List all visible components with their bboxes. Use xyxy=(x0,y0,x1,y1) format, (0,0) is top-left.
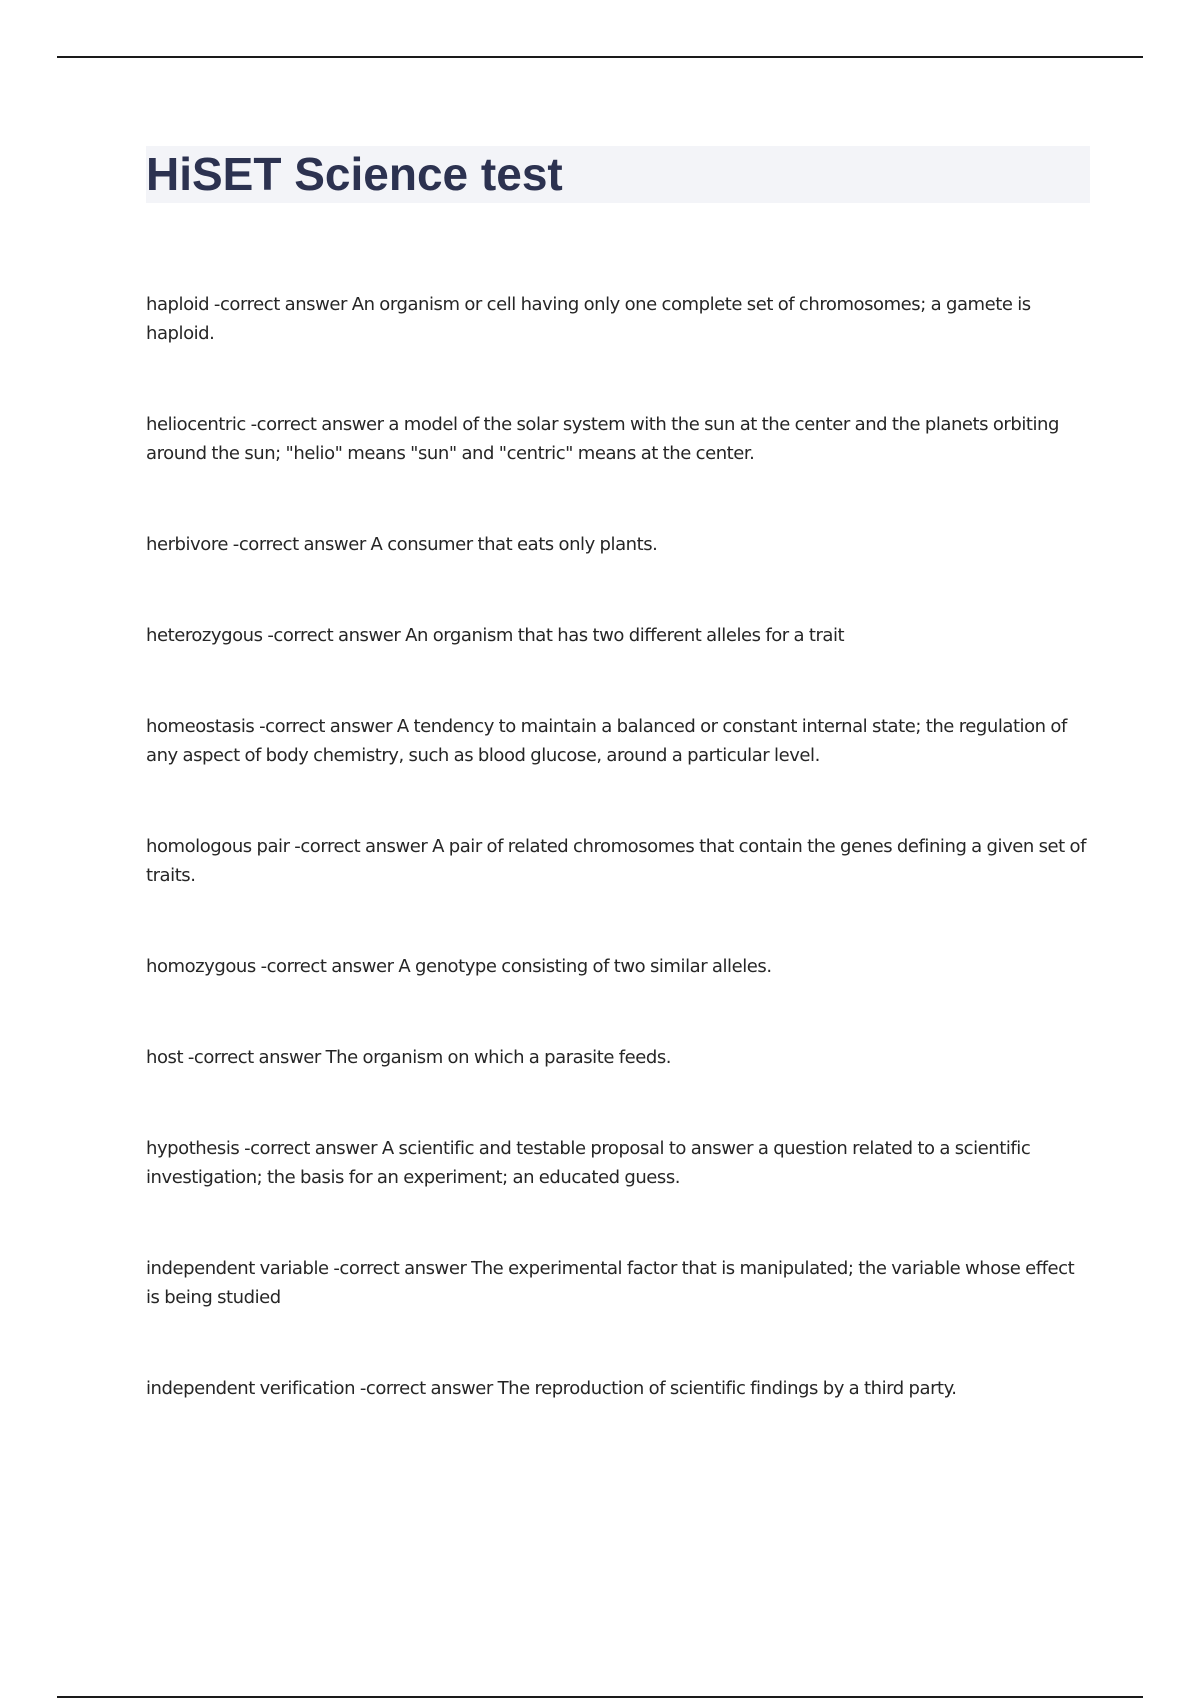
glossary-entry-homeostasis: homeostasis -correct answer A tendency to maintain a balanced or constant internal state; the regulation of any aspect of body chemistry, such as blood glucose, around a particular level. xyxy=(146,716,1067,766)
bottom-rule xyxy=(57,1696,1143,1698)
top-rule xyxy=(57,56,1143,58)
glossary-entry-hypothesis: hypothesis -correct answer A scientific and testable proposal to answer a question related to a scientific investigation; the basis for an experiment; an educated guess. xyxy=(146,1138,1031,1188)
glossary-entry-heterozygous: heterozygous -correct answer An organism that has two different alleles for a trait xyxy=(146,625,845,646)
glossary-entry-host: host -correct answer The organism on which a parasite feeds. xyxy=(146,1047,672,1068)
glossary-entry-haploid: haploid -correct answer An organism or cell having only one complete set of chromosomes; a gamete is haploid. xyxy=(146,294,1031,344)
page-title: HiSET Science test xyxy=(146,148,563,200)
glossary-entry-independent-verification: independent verification -correct answer The reproduction of scientific findings by a third party. xyxy=(146,1378,957,1399)
glossary-entry-independent-variable: independent variable -correct answer The experimental factor that is manipulated; the variable whose effect is being studied xyxy=(146,1258,1075,1308)
glossary-entry-homologous-pair: homologous pair -correct answer A pair of related chromosomes that contain the genes defining a given set of traits. xyxy=(146,836,1087,886)
glossary-entry-heliocentric: heliocentric -correct answer a model of the solar system with the sun at the center and the planets orbiting around the sun; "helio" means "sun" and "centric" means at the center. xyxy=(146,414,1059,464)
glossary-entry-homozygous: homozygous -correct answer A genotype consisting of two similar alleles. xyxy=(146,956,772,977)
glossary-entry-herbivore: herbivore -correct answer A consumer that eats only plants. xyxy=(146,534,658,555)
